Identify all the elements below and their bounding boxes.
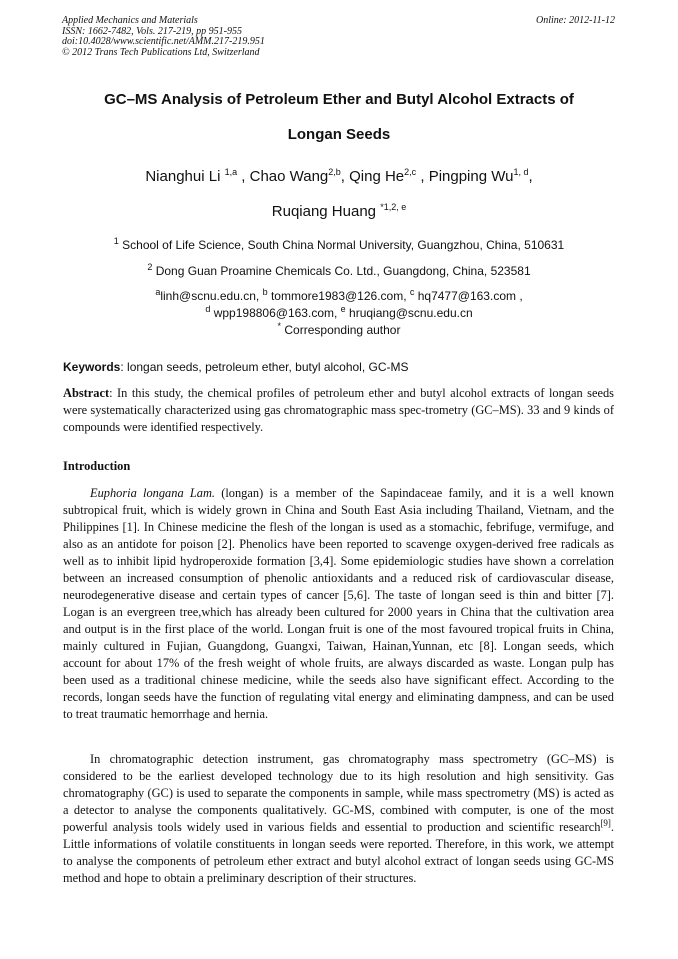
keywords: [63, 360, 409, 374]
journal-header: [62, 16, 265, 58]
email-superscript: c: [409, 287, 415, 297]
citation-superscript: [9]: [600, 817, 611, 828]
email-superscript: e: [340, 304, 346, 314]
email-line-2: [20, 306, 658, 320]
email-superscript: d: [205, 304, 211, 314]
species-name: Euphoria longana Lam.: [90, 486, 215, 500]
author-name: Pingping Wu: [428, 168, 514, 185]
keywords-text: : longan seeds, petroleum ether, butyl alcohol, GC-MS: [120, 360, 409, 374]
author-superscript: 2,c: [404, 167, 417, 177]
affiliation-text: Dong Guan Proamine Chemicals Co. Ltd., Guangdong, China, 523581: [155, 264, 531, 278]
issn-line: ISSN: 1662-7482, Vols. 217-219, pp 951-955: [62, 25, 242, 37]
email-line-1: [20, 289, 658, 303]
corresponding-text: Corresponding author: [284, 323, 401, 337]
affiliation-1: [20, 238, 658, 252]
paper-title-line-2: Longan Seeds: [287, 126, 391, 143]
online-date: Online: 2012-11-12: [536, 15, 615, 26]
email-link[interactable]: linh@scnu.edu.cn,: [160, 289, 260, 303]
author-name: Chao Wang: [249, 168, 329, 185]
author-name: Ruqiang Huang: [271, 203, 377, 220]
affiliation-text: School of Life Science, South China Normal University, Guangzhou, China, 510631: [122, 238, 565, 252]
affiliation-superscript: 1: [113, 236, 119, 246]
abstract-label: Abstract: [63, 386, 110, 400]
doi-line: doi:10.4028/www.scientific.net/AMM.217-219.951: [62, 36, 265, 47]
paragraph-text: . Little informations of volatile constituents in longan seeds were reported. Therefore, in this work, we attempt to analyse the components of petroleum ether extract and butyl alcohol extract of longan seeds using GC-MS method and hope to obtain a preliminary description of their structures.: [63, 820, 614, 885]
author-name: Qing He: [349, 168, 405, 185]
affiliation-2: [20, 264, 658, 278]
author-superscript: 1, d: [513, 167, 529, 177]
author-superscript: 2,b: [328, 167, 341, 177]
author-line-2: [40, 203, 638, 220]
journal-name: Applied Mechanics and Materials: [62, 15, 198, 26]
paper-title-line-1: GC–MS Analysis of Petroleum Ether and Butyl Alcohol Extracts of: [104, 91, 574, 108]
author-superscript: 1,a: [224, 167, 238, 177]
email-link[interactable]: hruqiang@scnu.edu.cn: [349, 306, 473, 320]
keywords-label: Keywords: [63, 360, 121, 374]
email-link[interactable]: hq7477@163.com ,: [417, 289, 523, 303]
paragraph-text: In chromatographic detection instrument, gas chromatography mass spectrometry (GC–MS) is considered to be the earliest developed technology due to its high resolution and high sensitivity. Gas chromatography (GC) is used to separate the components in sample, while mass spectrometry (MS) is acted as a detector to analyse the components qualitatively. GC-MS, combined with computer, is one of the most powerful analysis tools widely used in various fields and essential to production and scientific research: [63, 752, 614, 834]
abstract: [63, 385, 614, 436]
intro-paragraph-2: [63, 751, 614, 887]
corresponding-superscript: *: [277, 321, 282, 331]
email-link[interactable]: tommore1983@126.com,: [270, 289, 407, 303]
author-superscript: *1,2, e: [380, 202, 407, 212]
affiliation-superscript: 2: [147, 262, 153, 272]
intro-paragraph-1: [63, 485, 614, 723]
corresponding-author: [20, 323, 658, 337]
paragraph-text: (longan) is a member of the Sapindaceae family, and it is a well known subtropical fruit, which is widely grown in China and South East Asia including Thailand, Vietnam, and the Philippines [1]. In Chinese medicine the flesh of the longan is used as a stomachic, febrifuge, vermifuge, and also as an antidote for poison [2]. Phenolics have been reported to scavenge oxygen-derived free radicals as well as to inhibit lipid hydroperoxide formation [3,4]. Some epidemiologic studies have shown a correlation between an increased consumption of phenolic antioxidants and a reduced risk of cardiovascular disease, neurodegenerative disease and certain types of cancer [5,6]. The taste of longan seed is thin and bitter [7]. Logan is an evergreen tree,which has already been cultured for 2000 years in China that the cultivation area and output is in the first place of the world. Longan fruit is one of the most favoured tropical fruits in China, mainly cultured in Fujian, Guangdong, Guangxi, Taiwan, Hainan,Yunnan, etc [8]. Longan seeds, which account for about 17% of the fresh weight of whole fruits, are always discarded as waste. Longan pulp has been used as a traditional chinese medicine, while the seeds also have significant effect. According to the records, longan seeds have the function of regulating vital energy and eliminating dampness, and can be used to treat traumatic hemorrhage and hernia.: [63, 486, 614, 721]
abstract-text: : In this study, the chemical profiles of petroleum ether and butyl alcohol extracts of longan seeds were systematically characterized using gas chromatographic mass spec-trometry (GC–MS). 33 and 9 kinds of compounds were identified respectively.: [63, 386, 614, 434]
author-name: Nianghui Li: [145, 168, 221, 185]
email-superscript: b: [262, 287, 268, 297]
email-link[interactable]: wpp198806@163.com,: [213, 306, 338, 320]
author-line-1: Nianghui Li $^{1,a}$ , Chao Wang$^{2,b}$, Qing He$^{2,c}$ , Pingping Wu$^{1, d}$,: [145, 167, 533, 185]
email-superscript: a: [155, 287, 161, 297]
section-heading-introduction: Introduction: [63, 459, 131, 473]
copyright-line: © 2012 Trans Tech Publications Ltd, Switzerland: [62, 46, 260, 58]
